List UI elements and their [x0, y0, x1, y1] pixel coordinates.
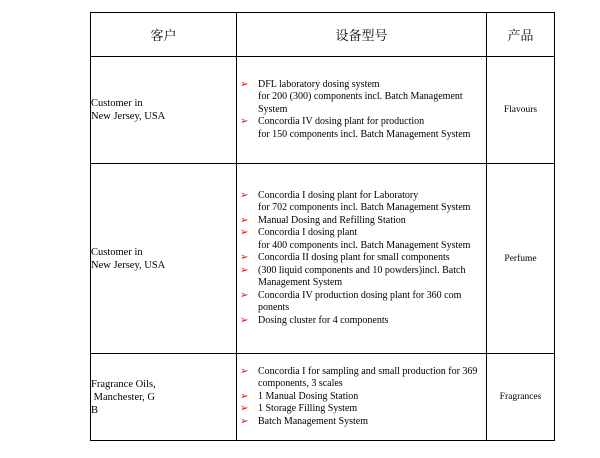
- list-item: [237, 190, 482, 215]
- reference-table: [90, 12, 555, 441]
- list-item: [237, 290, 482, 315]
- list-item: [237, 116, 482, 141]
- list-item: [237, 366, 482, 391]
- equipment-item-text: Manual Dosing and Refilling Station: [258, 214, 406, 226]
- equipment-item-text: Dosing cluster for 4 components: [258, 314, 389, 326]
- arrow-bullet-icon: ➢: [240, 390, 249, 402]
- arrow-bullet-icon: ➢: [240, 365, 249, 377]
- table-row: [91, 164, 555, 354]
- equipment-item-text: Concordia I dosing plant for 400 components incl. Batch Management System: [258, 227, 471, 251]
- header-product: 产品: [487, 13, 555, 57]
- equipment-item-text: 1 Storage Filling System: [258, 403, 358, 415]
- arrow-bullet-icon: ➢: [240, 289, 249, 301]
- arrow-bullet-icon: ➢: [240, 415, 249, 427]
- arrow-bullet-icon: ➢: [240, 227, 249, 239]
- list-item: [237, 79, 482, 117]
- customer-line: New Jersey, USA: [91, 259, 166, 271]
- arrow-bullet-icon: ➢: [240, 403, 249, 415]
- equipment-item-text: Concordia IV dosing plant for production for 150 components incl. Batch Management System: [258, 116, 471, 140]
- product-cell: Flavours: [487, 57, 555, 164]
- customer-line: B: [91, 404, 99, 416]
- arrow-bullet-icon: ➢: [240, 214, 249, 226]
- header-customer: 客户: [91, 13, 237, 57]
- header-equipment: 设备型号: [237, 13, 487, 57]
- equipment-list: [237, 79, 486, 142]
- equipment-cell: [237, 354, 487, 441]
- customer-cell: [91, 164, 237, 354]
- product-cell: Perfume: [487, 164, 555, 354]
- equipment-item-text: Concordia IV production dosing plant for 360 com ponents: [258, 289, 462, 314]
- equipment-item-text: Batch Management System: [258, 415, 368, 427]
- list-item: [237, 391, 482, 404]
- equipment-item-text: Concordia II dosing plant for small components: [258, 252, 450, 264]
- list-item: [237, 252, 482, 265]
- equipment-item-text: 1 Manual Dosing Station: [258, 390, 359, 402]
- customer-line: New Jersey, USA: [91, 111, 166, 122]
- arrow-bullet-icon: ➢: [240, 314, 249, 326]
- equipment-list: [237, 366, 486, 429]
- list-item: [237, 315, 482, 328]
- customer-cell: [91, 57, 237, 164]
- list-item: [237, 227, 482, 252]
- customer-cell: [91, 354, 237, 441]
- equipment-item-text: Concordia I for sampling and small production for 369 components, 3 scales: [258, 365, 478, 390]
- arrow-bullet-icon: ➢: [240, 252, 249, 264]
- equipment-item-text: (300 liquid components and 10 powders)incl. Batch Management System: [258, 264, 466, 289]
- table-row: [91, 57, 555, 164]
- arrow-bullet-icon: ➢: [240, 116, 249, 128]
- product-cell: Fragrances: [487, 354, 555, 441]
- equipment-list: [237, 190, 486, 328]
- equipment-cell: [237, 164, 487, 354]
- list-item: [237, 403, 482, 416]
- equipment-item-text: Concordia I dosing plant for Laboratory for 702 components incl. Batch Management System: [258, 189, 471, 214]
- customer-line: Manchester, G: [91, 391, 156, 403]
- arrow-bullet-icon: ➢: [240, 189, 249, 201]
- equipment-cell: [237, 57, 487, 164]
- customer-line: Fragrance Oils,: [91, 378, 156, 390]
- customer-line: Customer in: [91, 98, 143, 109]
- list-item: [237, 416, 482, 429]
- arrow-bullet-icon: ➢: [240, 78, 249, 90]
- equipment-item-text: DFL laboratory dosing system for 200 (300) components incl. Batch Management System: [258, 78, 463, 115]
- customer-line: Customer in: [91, 246, 143, 258]
- arrow-bullet-icon: ➢: [240, 264, 249, 276]
- list-item: [237, 265, 482, 290]
- table-row: [91, 354, 555, 441]
- list-item: [237, 215, 482, 228]
